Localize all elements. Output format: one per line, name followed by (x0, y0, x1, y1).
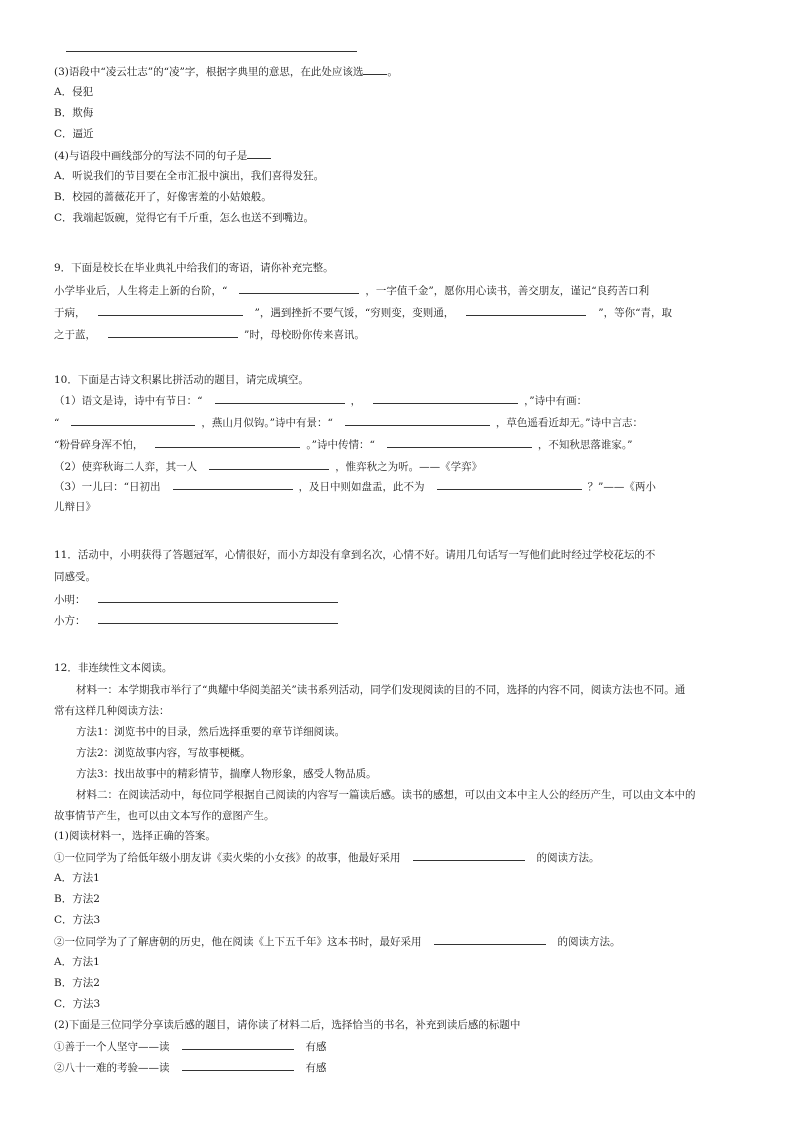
q8-sub3-option-c: C．逼近 (54, 128, 94, 140)
q12-sub1-q1-option-a: A．方法1 (54, 872, 100, 884)
q8-sub3: (3)语段中“凌云壮志”的“凌”字，根据字典里的意思，在此处应该选 。 (54, 66, 398, 78)
q12-method-3: 方法3：找出故事中的精彩情节，揣摩人物形象，感受人物品质。 (76, 768, 377, 780)
q12-material-1: 材料一：本学期我市举行了“典耀中华阅美韶关”读书系列活动，同学们发现阅读的目的不同，选择的内容不同，阅读方法也不同。通 (76, 684, 686, 696)
q8-sub3-option-a: A．侵犯 (54, 86, 94, 98)
q12-material-2-cont: 故事情节产生，也可以由文本写作的意图产生。 (54, 810, 275, 822)
q10-line-6: 儿辩日》 (54, 501, 96, 513)
answer-blank[interactable] (215, 393, 345, 404)
answer-blank[interactable] (466, 305, 586, 316)
q12-sub2: (2)下面是三位同学分享读后感的题目，请你读了材料二后，选择恰当的书名，补充到读后感的标题中 (54, 1019, 521, 1031)
q12-sub1-q2-option-a: A．方法1 (54, 956, 100, 968)
q11-xiaoming: 小明： (54, 592, 338, 607)
q8-sub4: (4)与语段中画线部分的写法不同的句子是 (54, 148, 271, 163)
q8-sub3-option-b: B．欺侮 (54, 107, 94, 119)
q12-method-1: 方法1：浏览书中的目录，然后选择重要的章节详细阅读。 (76, 726, 346, 738)
answer-blank[interactable] (71, 415, 195, 426)
q12-sub1-q1: ①一位同学为了给低年级小朋友讲《卖火柴的小女孩》的故事，他最好采用 的阅读方法。 (54, 852, 600, 864)
q10-title: 10．下面是古诗文积累比拼活动的题目，请完成填空。 (54, 374, 309, 386)
q12-sub1-q1-option-b: B．方法2 (54, 893, 100, 905)
answer-blank[interactable] (373, 393, 518, 404)
q10-line-4: （2）使弈秋诲二人弈，其一人 ，惟弈秋之为听。——《学弈》 (54, 461, 483, 473)
q10-line-3: “粉骨碎身浑不怕， 。”诗中传情：“ ，不知秋思落谁家。” (54, 439, 633, 451)
answer-blank[interactable] (345, 415, 490, 426)
q12-sub1-q2-option-c: C．方法3 (54, 998, 101, 1010)
answer-blank[interactable] (209, 459, 329, 470)
q12-sub1-q2: ②一位同学为了了解唐朝的历史，他在阅读《上下五千年》这本书时，最好采用 的阅读方法。 (54, 936, 621, 948)
q8-sub4-option-a: A．听说我们的节目要在全市汇报中演出，我们喜得发狂。 (54, 170, 325, 182)
q12-sub1-q1-option-c: C．方法3 (54, 914, 101, 926)
answer-line[interactable] (98, 613, 338, 624)
answer-blank[interactable] (413, 850, 525, 861)
answer-line[interactable] (98, 592, 338, 603)
answer-blank[interactable] (108, 327, 238, 338)
answer-blank[interactable] (182, 1060, 294, 1071)
q9-line-1: 小学毕业后，人生将走上新的台阶，“ ，一字值千金”，愿你用心读书，善交朋友，谨记“良药苦口利 (54, 285, 650, 297)
answer-blank[interactable] (155, 437, 300, 448)
q12-method-2: 方法2：浏览故事内容，写故事梗概。 (76, 747, 251, 759)
answer-blank[interactable] (437, 479, 582, 490)
q10-line-5: （3）一儿曰：“日初出 ，及日中则如盘盂，此不为 ？”——《两小 (54, 481, 656, 493)
q9-title: 9．下面是校长在毕业典礼中给我们的寄语，请你补充完整。 (54, 262, 334, 274)
answer-blank[interactable] (239, 283, 359, 294)
answer-blank[interactable] (434, 934, 546, 945)
answer-blank[interactable] (98, 305, 243, 316)
answer-blank[interactable] (247, 148, 271, 159)
q11-xiaofang: 小方： (54, 613, 338, 628)
q12-sub2-q1: ①善于一个人坚守——读 有感 (54, 1041, 327, 1053)
q10-line-2: “ ，燕山月似钩。”诗中有景：“ ，草色遥看近却无。”诗中言志： (54, 417, 643, 429)
q12-material-2: 材料二：在阅读活动中，每位同学根据自己阅读的内容写一篇读后感。读书的感想，可以由文本中主人公的经历产生，可以由文本中的 (76, 789, 696, 801)
answer-blank[interactable] (182, 1039, 294, 1050)
q10-line-1: （1）语文是诗，诗中有节日：“ ， ，”诗中有画： (54, 395, 588, 407)
q9-line-2: 于病， ”，遇到挫折不要气馁，“穷则变，变则通， ”，等你“青，取 (54, 307, 672, 319)
q8-sub4-option-c: C．我端起饭碗，觉得它有千斤重，怎么也送不到嘴边。 (54, 212, 315, 224)
q12-sub1-q2-option-b: B．方法2 (54, 977, 100, 989)
q12-sub2-q2: ②八十一难的考验——读 有感 (54, 1062, 327, 1074)
q11-title: 11．活动中，小明获得了答题冠军，心情很好，而小方却没有拿到名次，心情不好。请用几句话写一写他们此时经过学校花坛的不 (54, 549, 656, 561)
q11-title-cont: 同感受。 (54, 571, 96, 583)
q12-sub1: (1)阅读材料一，选择正确的答案。 (54, 830, 216, 842)
answer-line-top (66, 51, 357, 52)
answer-blank[interactable] (173, 479, 293, 490)
q8-sub4-option-b: B．校园的蔷薇花开了，好像害羞的小姑娘般。 (54, 191, 272, 203)
q12-title: 12．非连续性文本阅读。 (54, 662, 173, 674)
answer-blank[interactable] (387, 437, 532, 448)
q9-line-3: 之于蓝， ”时，母校盼你传来喜讯。 (54, 329, 365, 341)
q12-material-1-cont: 常有这样几种阅读方法： (54, 705, 170, 717)
answer-blank[interactable] (363, 64, 387, 75)
